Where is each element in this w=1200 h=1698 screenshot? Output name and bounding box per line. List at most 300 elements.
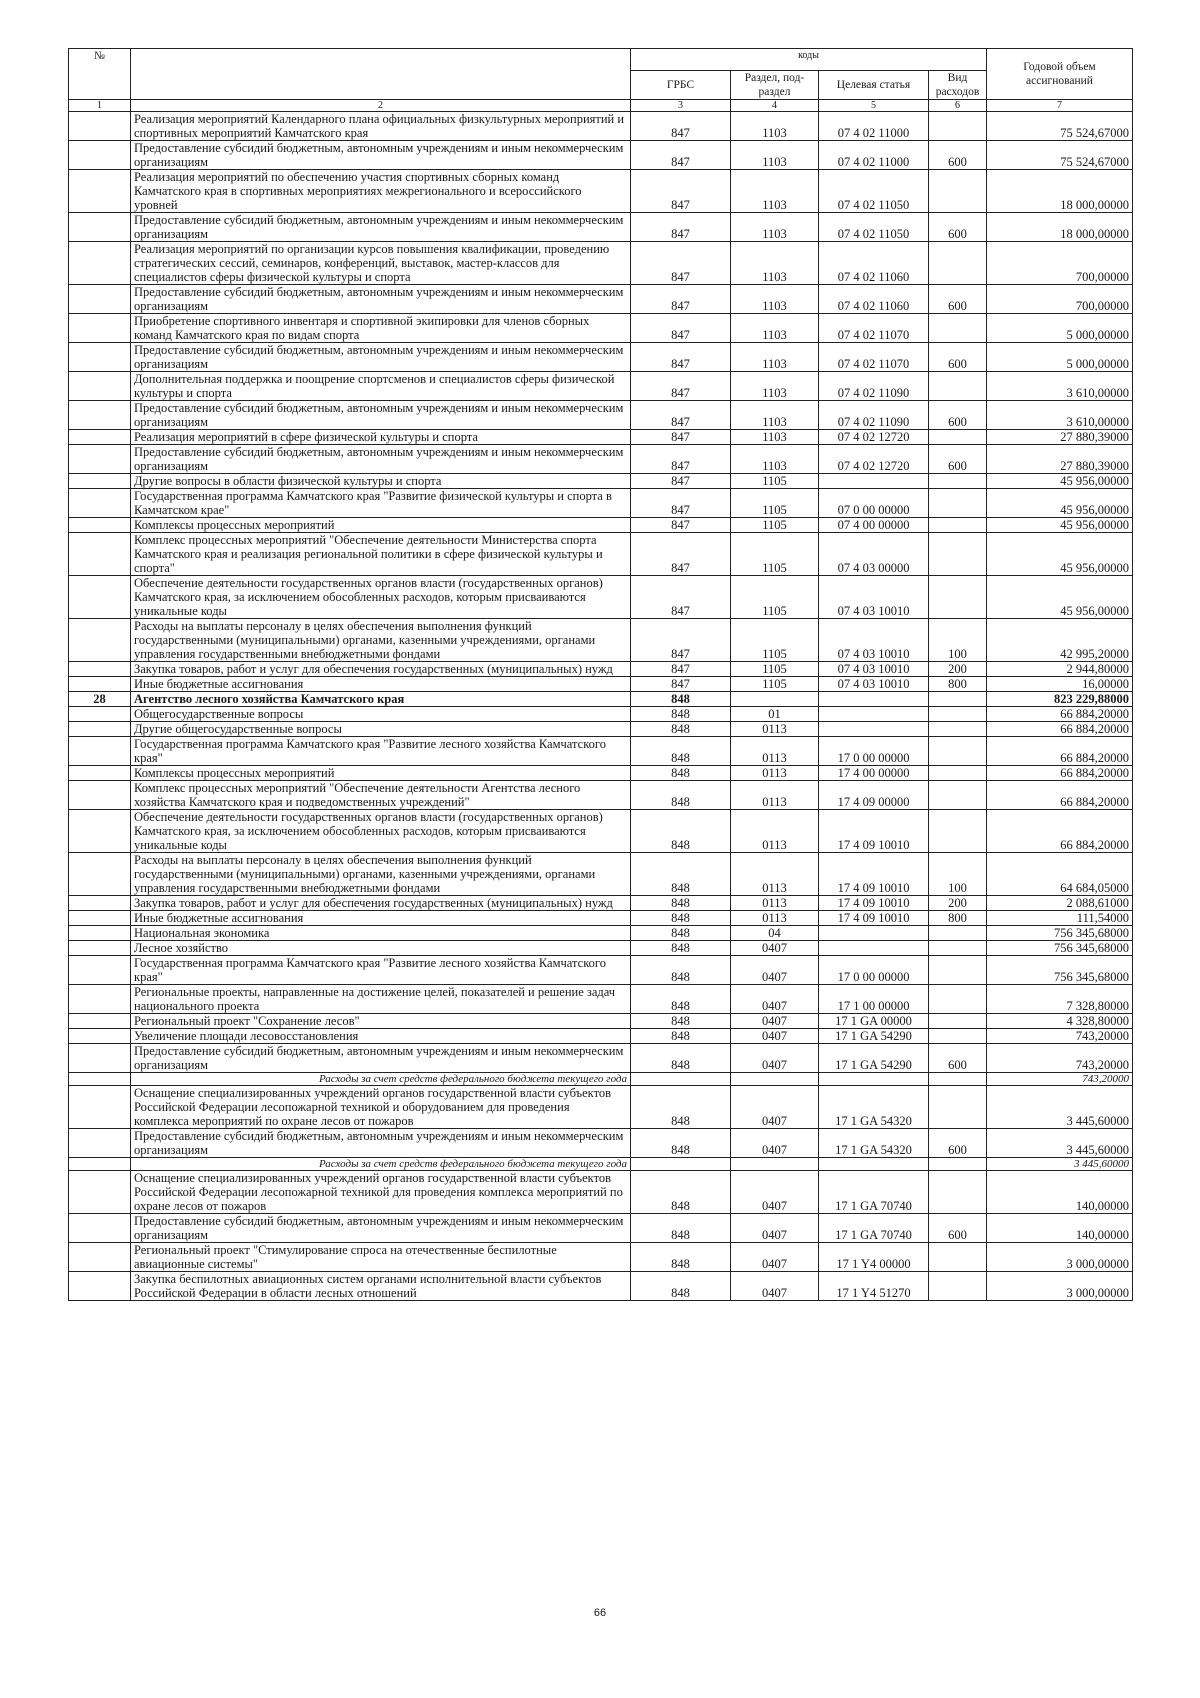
- row-grbs: 847: [631, 677, 731, 692]
- row-expense-type: [929, 314, 987, 343]
- row-number: [69, 141, 131, 170]
- row-amount: 823 229,88000: [987, 692, 1133, 707]
- table-row: [69, 372, 1133, 401]
- row-grbs: 848: [631, 853, 731, 896]
- row-target-article: [819, 1158, 929, 1171]
- header-grbs: ГРБС: [631, 71, 731, 100]
- row-amount: 7 328,80000: [987, 985, 1133, 1014]
- row-target-article: 07 0 00 00000: [819, 489, 929, 518]
- header-num-2: 2: [131, 100, 631, 112]
- row-target-article: 07 4 00 00000: [819, 518, 929, 533]
- row-target-article: 07 4 02 12720: [819, 445, 929, 474]
- row-razdel: 1103: [731, 314, 819, 343]
- row-target-article: 17 1 00 00000: [819, 985, 929, 1014]
- table-row: [69, 489, 1133, 518]
- row-amount: 45 956,00000: [987, 576, 1133, 619]
- row-target-article: 17 1 Y4 00000: [819, 1243, 929, 1272]
- row-grbs: 847: [631, 533, 731, 576]
- row-expense-type: [929, 737, 987, 766]
- table-row: [69, 213, 1133, 242]
- table-row: [69, 518, 1133, 533]
- row-grbs: 847: [631, 372, 731, 401]
- row-number: [69, 662, 131, 677]
- row-expense-type: 600: [929, 1214, 987, 1243]
- row-grbs: 848: [631, 1272, 731, 1301]
- table-row: [69, 662, 1133, 677]
- row-expense-type: [929, 766, 987, 781]
- row-number: [69, 1073, 131, 1086]
- row-amount: 75 524,67000: [987, 141, 1133, 170]
- row-amount: 42 995,20000: [987, 619, 1133, 662]
- row-razdel: 1103: [731, 343, 819, 372]
- row-number: [69, 533, 131, 576]
- row-amount: 45 956,00000: [987, 474, 1133, 489]
- document-page: [68, 48, 1132, 1301]
- row-razdel: 0407: [731, 1129, 819, 1158]
- table-row: [69, 766, 1133, 781]
- row-amount: 5 000,00000: [987, 314, 1133, 343]
- row-number: [69, 911, 131, 926]
- row-name: Предоставление субсидий бюджетным, автономным учреждениям и иным некоммерческим организациям: [131, 285, 631, 314]
- row-expense-type: [929, 941, 987, 956]
- row-razdel: 1103: [731, 141, 819, 170]
- header-num-1: 1: [69, 100, 131, 112]
- row-expense-type: [929, 112, 987, 141]
- row-amount: 18 000,00000: [987, 213, 1133, 242]
- row-grbs: 848: [631, 766, 731, 781]
- row-amount: 66 884,20000: [987, 781, 1133, 810]
- row-expense-type: [929, 242, 987, 285]
- row-name: Иные бюджетные ассигнования: [131, 677, 631, 692]
- row-number: [69, 518, 131, 533]
- row-razdel: 1105: [731, 474, 819, 489]
- row-target-article: 17 1 Y4 51270: [819, 1272, 929, 1301]
- row-number: [69, 1086, 131, 1129]
- row-expense-type: 200: [929, 662, 987, 677]
- row-number: [69, 1129, 131, 1158]
- row-name: Общегосударственные вопросы: [131, 707, 631, 722]
- table-row: [69, 445, 1133, 474]
- table-row: [69, 1086, 1133, 1129]
- row-grbs: 847: [631, 474, 731, 489]
- row-amount: 18 000,00000: [987, 170, 1133, 213]
- row-number: [69, 1214, 131, 1243]
- row-name: Государственная программа Камчатского края "Развитие физической культуры и спорта в Камчатском крае": [131, 489, 631, 518]
- row-grbs: 847: [631, 401, 731, 430]
- row-razdel: 0113: [731, 911, 819, 926]
- row-grbs: 847: [631, 314, 731, 343]
- row-razdel: [731, 1073, 819, 1086]
- row-name: Закупка товаров, работ и услуг для обеспечения государственных (муниципальных) нужд: [131, 896, 631, 911]
- table-row: [69, 401, 1133, 430]
- row-expense-type: [929, 722, 987, 737]
- row-expense-type: 600: [929, 213, 987, 242]
- table-row: [69, 1158, 1133, 1171]
- row-expense-type: [929, 810, 987, 853]
- row-amount: 3 445,60000: [987, 1158, 1133, 1171]
- row-name: Национальная экономика: [131, 926, 631, 941]
- row-target-article: 17 1 GA 70740: [819, 1214, 929, 1243]
- table-row: [69, 170, 1133, 213]
- row-expense-type: [929, 1272, 987, 1301]
- row-number: [69, 242, 131, 285]
- row-name: Предоставление субсидий бюджетным, автономным учреждениям и иным некоммерческим организациям: [131, 343, 631, 372]
- row-number: [69, 677, 131, 692]
- row-razdel: 0407: [731, 985, 819, 1014]
- row-target-article: 17 1 GA 54290: [819, 1029, 929, 1044]
- table-row: [69, 707, 1133, 722]
- row-expense-type: [929, 518, 987, 533]
- row-number: [69, 941, 131, 956]
- row-expense-type: 100: [929, 619, 987, 662]
- row-grbs: 848: [631, 1214, 731, 1243]
- row-amount: 756 345,68000: [987, 956, 1133, 985]
- header-name: [131, 49, 631, 100]
- row-expense-type: [929, 1243, 987, 1272]
- row-target-article: 17 1 GA 54320: [819, 1086, 929, 1129]
- row-razdel: 1105: [731, 677, 819, 692]
- row-grbs: 848: [631, 896, 731, 911]
- row-name: Обеспечение деятельности государственных органов власти (государственных органов) Камчатского края, за исключением обособленных расходов, которым присваиваются уникальные коды: [131, 810, 631, 853]
- row-grbs: 848: [631, 911, 731, 926]
- row-expense-type: [929, 1014, 987, 1029]
- row-name: Закупка товаров, работ и услуг для обеспечения государственных (муниципальных) нужд: [131, 662, 631, 677]
- row-amount: 743,20000: [987, 1029, 1133, 1044]
- row-amount: 743,20000: [987, 1073, 1133, 1086]
- row-amount: 16,00000: [987, 677, 1133, 692]
- row-amount: 3 000,00000: [987, 1272, 1133, 1301]
- row-expense-type: 600: [929, 285, 987, 314]
- table-row: [69, 141, 1133, 170]
- page-number: 66: [593, 1607, 607, 1619]
- row-number: [69, 285, 131, 314]
- row-expense-type: 600: [929, 141, 987, 170]
- row-expense-type: [929, 170, 987, 213]
- row-expense-type: [929, 926, 987, 941]
- row-expense-type: [929, 692, 987, 707]
- row-target-article: 17 1 GA 70740: [819, 1171, 929, 1214]
- row-target-article: 07 4 03 10010: [819, 677, 929, 692]
- row-grbs: 847: [631, 662, 731, 677]
- row-name: Реализация мероприятий по организации курсов повышения квалификации, проведению стратегических сессий, семинаров, конференций, выставок, мастер-классов для специалистов сферы физической культуры и спорта: [131, 242, 631, 285]
- row-razdel: 1103: [731, 372, 819, 401]
- row-expense-type: [929, 533, 987, 576]
- row-name: Государственная программа Камчатского края "Развитие лесного хозяйства Камчатского края": [131, 737, 631, 766]
- row-razdel: 0407: [731, 1243, 819, 1272]
- row-grbs: 848: [631, 1171, 731, 1214]
- row-grbs: 847: [631, 285, 731, 314]
- row-amount: 743,20000: [987, 1044, 1133, 1073]
- row-amount: 66 884,20000: [987, 810, 1133, 853]
- row-razdel: 1105: [731, 518, 819, 533]
- row-number: [69, 372, 131, 401]
- row-target-article: [819, 926, 929, 941]
- table-row: [69, 1171, 1133, 1214]
- row-target-article: 07 4 02 12720: [819, 430, 929, 445]
- row-number: [69, 401, 131, 430]
- table-row: [69, 737, 1133, 766]
- row-grbs: 848: [631, 1029, 731, 1044]
- row-name: Региональный проект "Сохранение лесов": [131, 1014, 631, 1029]
- row-razdel: 0113: [731, 722, 819, 737]
- row-name: Оснащение специализированных учреждений органов государственной власти субъектов Российской Федерации лесопожарной техникой и оборудованием для проведения комплекса мероприятий по охране лесов от пожаров: [131, 1086, 631, 1129]
- row-expense-type: 600: [929, 1129, 987, 1158]
- row-target-article: 17 1 GA 00000: [819, 1014, 929, 1029]
- row-name: Региональный проект "Стимулирование спроса на отечественные беспилотные авиационные системы": [131, 1243, 631, 1272]
- row-expense-type: [929, 1029, 987, 1044]
- table-row: [69, 692, 1133, 707]
- row-name: Лесное хозяйство: [131, 941, 631, 956]
- row-name: Предоставление субсидий бюджетным, автономным учреждениям и иным некоммерческим организациям: [131, 141, 631, 170]
- row-number: [69, 707, 131, 722]
- row-amount: 3 445,60000: [987, 1129, 1133, 1158]
- header-codes: коды: [631, 49, 987, 71]
- row-razdel: 01: [731, 707, 819, 722]
- row-grbs: 848: [631, 985, 731, 1014]
- row-grbs: 848: [631, 956, 731, 985]
- row-target-article: 07 4 02 11070: [819, 314, 929, 343]
- table-row: [69, 781, 1133, 810]
- row-razdel: 0407: [731, 1029, 819, 1044]
- row-grbs: 847: [631, 489, 731, 518]
- row-number: [69, 343, 131, 372]
- row-razdel: 0407: [731, 1272, 819, 1301]
- row-target-article: 07 4 02 11070: [819, 343, 929, 372]
- row-razdel: 0407: [731, 1014, 819, 1029]
- table-row: [69, 956, 1133, 985]
- row-amount: 3 000,00000: [987, 1243, 1133, 1272]
- header-amount: Годовой объем ассигнований: [987, 49, 1133, 100]
- row-name: Оснащение специализированных учреждений органов государственной власти субъектов Российской Федерации лесопожарной техникой для проведения комплекса мероприятий по охране лесов от пожаров: [131, 1171, 631, 1214]
- table-row: [69, 343, 1133, 372]
- row-target-article: [819, 707, 929, 722]
- row-number: [69, 170, 131, 213]
- row-amount: 5 000,00000: [987, 343, 1133, 372]
- row-expense-type: [929, 707, 987, 722]
- row-expense-type: [929, 985, 987, 1014]
- row-target-article: 07 4 03 00000: [819, 533, 929, 576]
- row-name: Предоставление субсидий бюджетным, автономным учреждениям и иным некоммерческим организациям: [131, 401, 631, 430]
- row-amount: 3 610,00000: [987, 401, 1133, 430]
- row-grbs: 847: [631, 518, 731, 533]
- row-name: Реализация мероприятий в сфере физической культуры и спорта: [131, 430, 631, 445]
- row-amount: 66 884,20000: [987, 707, 1133, 722]
- table-header: [69, 49, 1133, 112]
- table-row: [69, 314, 1133, 343]
- row-amount: 140,00000: [987, 1171, 1133, 1214]
- row-amount: 64 684,05000: [987, 853, 1133, 896]
- row-amount: 66 884,20000: [987, 722, 1133, 737]
- row-expense-type: [929, 781, 987, 810]
- row-name: Иные бюджетные ассигнования: [131, 911, 631, 926]
- row-expense-type: [929, 430, 987, 445]
- row-amount: 2 944,80000: [987, 662, 1133, 677]
- row-amount: 700,00000: [987, 242, 1133, 285]
- row-name: Расходы за счет средств федерального бюджета текущего года: [131, 1073, 631, 1086]
- row-number: [69, 985, 131, 1014]
- row-razdel: 0113: [731, 853, 819, 896]
- row-expense-type: 600: [929, 401, 987, 430]
- row-number: [69, 576, 131, 619]
- row-amount: 66 884,20000: [987, 766, 1133, 781]
- row-expense-type: [929, 489, 987, 518]
- row-target-article: 07 4 03 10010: [819, 576, 929, 619]
- row-number: [69, 737, 131, 766]
- row-name: Агентство лесного хозяйства Камчатского края: [131, 692, 631, 707]
- row-razdel: 1103: [731, 112, 819, 141]
- row-target-article: 17 4 09 10010: [819, 911, 929, 926]
- header-cel: Целевая статья: [819, 71, 929, 100]
- row-grbs: 848: [631, 1243, 731, 1272]
- row-razdel: 04: [731, 926, 819, 941]
- row-razdel: 1103: [731, 213, 819, 242]
- row-razdel: 0407: [731, 956, 819, 985]
- row-expense-type: 200: [929, 896, 987, 911]
- row-name: Региональные проекты, направленные на достижение целей, показателей и решение задач национального проекта: [131, 985, 631, 1014]
- row-grbs: 847: [631, 445, 731, 474]
- row-target-article: 07 4 02 11050: [819, 170, 929, 213]
- row-target-article: 07 4 02 11060: [819, 285, 929, 314]
- row-grbs: 848: [631, 941, 731, 956]
- row-razdel: 0407: [731, 1171, 819, 1214]
- row-number: [69, 213, 131, 242]
- row-grbs: 848: [631, 926, 731, 941]
- row-grbs: 847: [631, 619, 731, 662]
- row-target-article: 07 4 02 11000: [819, 112, 929, 141]
- row-number: [69, 1029, 131, 1044]
- row-target-article: 17 1 GA 54290: [819, 1044, 929, 1073]
- row-expense-type: [929, 956, 987, 985]
- row-razdel: [731, 1158, 819, 1171]
- row-number: 28: [69, 692, 131, 707]
- row-grbs: [631, 1073, 731, 1086]
- header-num-3: 3: [631, 100, 731, 112]
- row-grbs: 848: [631, 810, 731, 853]
- budget-table: [68, 48, 1133, 1301]
- row-target-article: 17 4 00 00000: [819, 766, 929, 781]
- row-number: [69, 314, 131, 343]
- row-grbs: 847: [631, 213, 731, 242]
- row-razdel: 1105: [731, 489, 819, 518]
- row-target-article: 17 1 GA 54320: [819, 1129, 929, 1158]
- row-name: Комплекс процессных мероприятий "Обеспечение деятельности Министерства спорта Камчатского края и реализация региональной политики в сфере физической культуры и спорта": [131, 533, 631, 576]
- row-name: Предоставление субсидий бюджетным, автономным учреждениям и иным некоммерческим организациям: [131, 445, 631, 474]
- row-number: [69, 112, 131, 141]
- row-razdel: 1103: [731, 445, 819, 474]
- row-name: Предоставление субсидий бюджетным, автономным учреждениям и иным некоммерческим организациям: [131, 213, 631, 242]
- row-expense-type: 100: [929, 853, 987, 896]
- row-target-article: 17 4 09 00000: [819, 781, 929, 810]
- row-target-article: [819, 692, 929, 707]
- header-vid: Вид расходов: [929, 71, 987, 100]
- table-row: [69, 853, 1133, 896]
- row-target-article: 07 4 02 11060: [819, 242, 929, 285]
- row-target-article: 07 4 02 11000: [819, 141, 929, 170]
- row-number: [69, 926, 131, 941]
- row-number: [69, 1243, 131, 1272]
- row-number: [69, 853, 131, 896]
- row-name: Государственная программа Камчатского края "Развитие лесного хозяйства Камчатского края": [131, 956, 631, 985]
- row-target-article: [819, 474, 929, 489]
- row-name: Предоставление субсидий бюджетным, автономным учреждениям и иным некоммерческим организациям: [131, 1044, 631, 1073]
- table-row: [69, 430, 1133, 445]
- table-row: [69, 474, 1133, 489]
- row-grbs: 847: [631, 430, 731, 445]
- row-number: [69, 445, 131, 474]
- row-number: [69, 489, 131, 518]
- row-name: Дополнительная поддержка и поощрение спортсменов и специалистов сферы физической культуры и спорта: [131, 372, 631, 401]
- row-razdel: 1105: [731, 619, 819, 662]
- row-expense-type: [929, 1171, 987, 1214]
- row-grbs: 848: [631, 737, 731, 766]
- row-grbs: 847: [631, 343, 731, 372]
- header-num-7: 7: [987, 100, 1133, 112]
- row-razdel: 1105: [731, 533, 819, 576]
- row-number: [69, 1272, 131, 1301]
- table-row: [69, 677, 1133, 692]
- table-row: [69, 1044, 1133, 1073]
- row-expense-type: [929, 372, 987, 401]
- row-name: Другие общегосударственные вопросы: [131, 722, 631, 737]
- row-amount: 3 445,60000: [987, 1086, 1133, 1129]
- table-row: [69, 941, 1133, 956]
- row-razdel: 1105: [731, 662, 819, 677]
- row-amount: 75 524,67000: [987, 112, 1133, 141]
- row-razdel: 0113: [731, 896, 819, 911]
- row-number: [69, 430, 131, 445]
- row-expense-type: [929, 1086, 987, 1129]
- row-expense-type: [929, 1073, 987, 1086]
- row-expense-type: [929, 1158, 987, 1171]
- row-expense-type: 600: [929, 343, 987, 372]
- table-row: [69, 1029, 1133, 1044]
- row-name: Расходы на выплаты персоналу в целях обеспечения выполнения функций государственными (муниципальными) органами, казенными учреждениями, органами управления государственными внебюджетными фондами: [131, 853, 631, 896]
- table-row: [69, 911, 1133, 926]
- row-grbs: 848: [631, 781, 731, 810]
- row-grbs: [631, 1158, 731, 1171]
- row-name: Реализация мероприятий по обеспечению участия спортивных сборных команд Камчатского края в спортивных мероприятиях межрегионального и всероссийского уровней: [131, 170, 631, 213]
- row-razdel: 1103: [731, 170, 819, 213]
- row-amount: 66 884,20000: [987, 737, 1133, 766]
- table-row: [69, 1272, 1133, 1301]
- row-target-article: 17 4 09 10010: [819, 853, 929, 896]
- row-name: Предоставление субсидий бюджетным, автономным учреждениям и иным некоммерческим организациям: [131, 1214, 631, 1243]
- row-grbs: 848: [631, 1129, 731, 1158]
- row-razdel: 0407: [731, 1086, 819, 1129]
- table-row: [69, 896, 1133, 911]
- row-number: [69, 956, 131, 985]
- row-grbs: 847: [631, 112, 731, 141]
- row-number: [69, 766, 131, 781]
- row-target-article: [819, 941, 929, 956]
- row-name: Обеспечение деятельности государственных органов власти (государственных органов) Камчатского края, за исключением обособленных расходов, которым присваиваются уникальные коды: [131, 576, 631, 619]
- header-no: №: [69, 49, 131, 100]
- row-razdel: 1105: [731, 576, 819, 619]
- row-number: [69, 1044, 131, 1073]
- row-target-article: 07 4 02 11050: [819, 213, 929, 242]
- row-amount: 756 345,68000: [987, 926, 1133, 941]
- table-row: [69, 619, 1133, 662]
- table-row: [69, 1129, 1133, 1158]
- row-amount: 3 610,00000: [987, 372, 1133, 401]
- row-number: [69, 474, 131, 489]
- row-razdel: [731, 692, 819, 707]
- table-row: [69, 285, 1133, 314]
- row-target-article: 17 0 00 00000: [819, 956, 929, 985]
- row-amount: 45 956,00000: [987, 489, 1133, 518]
- row-number: [69, 781, 131, 810]
- table-row: [69, 1214, 1133, 1243]
